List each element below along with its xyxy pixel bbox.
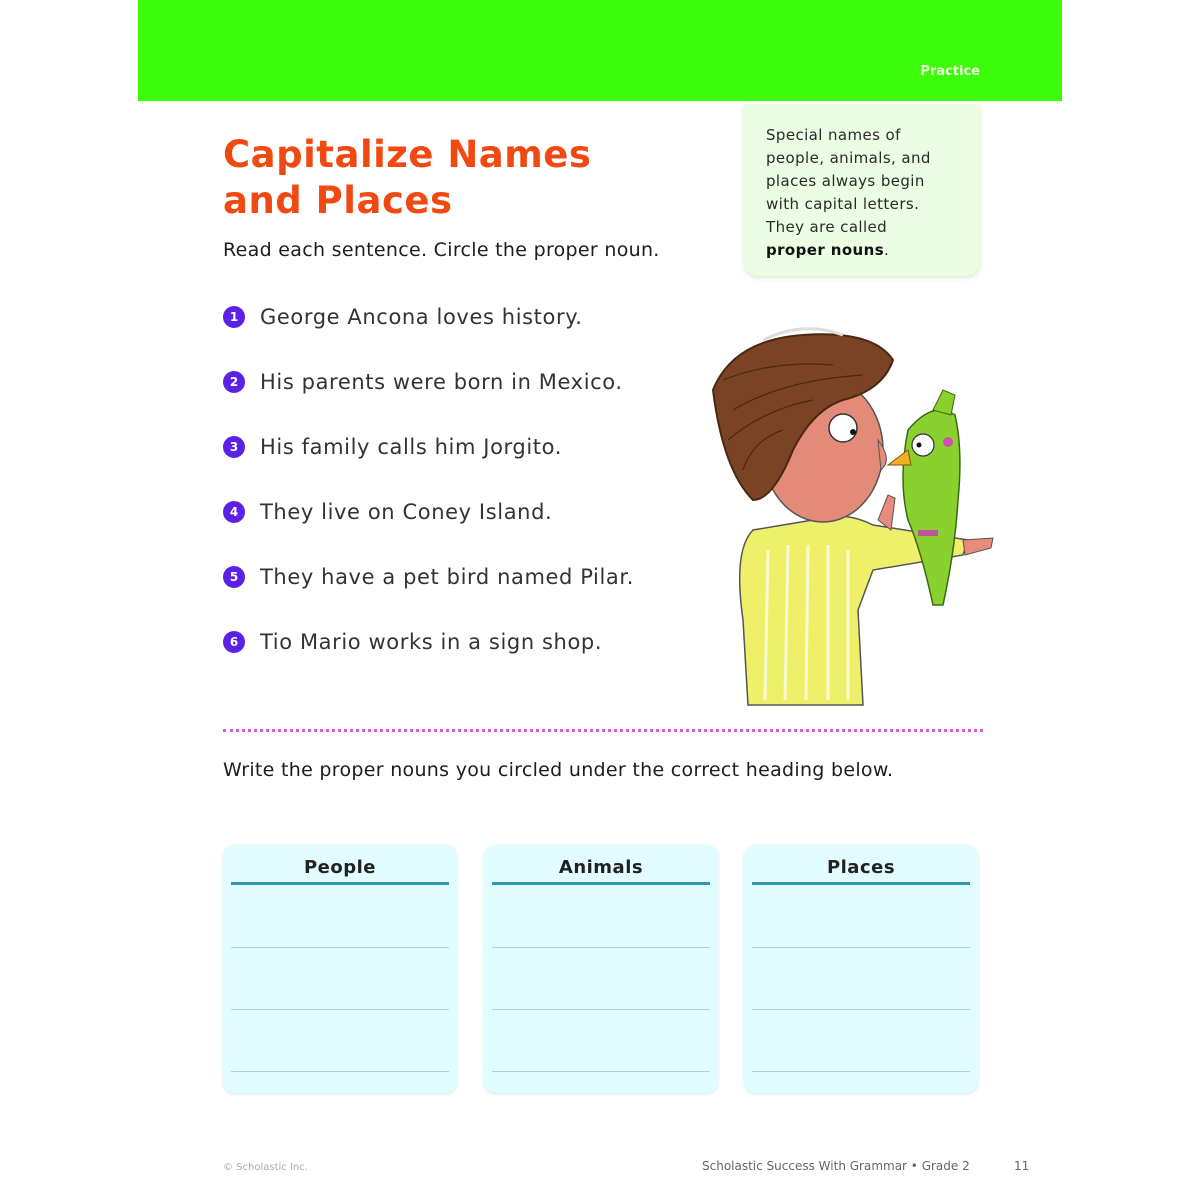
- book-title: Scholastic Success With Grammar • Grade 2: [702, 1159, 970, 1173]
- worksheet-page: [138, 0, 1062, 1200]
- sentence-text[interactable]: His family calls him Jorgito.: [260, 435, 562, 459]
- boy-with-parrot-illustration: [693, 320, 1013, 710]
- writing-line[interactable]: [231, 1009, 449, 1010]
- instructions-2: Write the proper nouns you circled under the correct heading below.: [223, 759, 894, 781]
- number-badge: 1: [223, 306, 245, 328]
- tip-box: [744, 104, 980, 276]
- tip-line: places always begin: [766, 172, 925, 190]
- title-line-2: and Places: [223, 179, 453, 222]
- tip-line: They are called: [766, 218, 888, 236]
- number-badge: 5: [223, 566, 245, 588]
- writing-line[interactable]: [752, 1071, 970, 1072]
- sentence-text[interactable]: Tio Mario works in a sign shop.: [260, 630, 603, 654]
- sentence-item[interactable]: [223, 627, 602, 657]
- sentence-item[interactable]: [223, 562, 634, 592]
- column-animals[interactable]: [484, 845, 718, 1093]
- number-badge: 6: [223, 631, 245, 653]
- tip-suffix: .: [884, 241, 890, 259]
- tip-line: with capital letters.: [766, 195, 920, 213]
- column-heading: Animals: [558, 857, 644, 878]
- number-badge: 2: [223, 371, 245, 393]
- heading-underline: [492, 882, 710, 885]
- writing-line[interactable]: [231, 1071, 449, 1072]
- column-heading: Places: [826, 857, 896, 878]
- sentence-item[interactable]: [223, 497, 552, 527]
- writing-line[interactable]: [752, 947, 970, 948]
- instructions: Read each sentence. Circle the proper noun.: [223, 239, 660, 261]
- tip-line: people, animals, and: [766, 149, 931, 167]
- sentence-text[interactable]: They have a pet bird named Pilar.: [260, 565, 634, 589]
- number-badge: 3: [223, 436, 245, 458]
- dotted-divider: [223, 729, 983, 732]
- header-bar: [138, 0, 1062, 101]
- column-heading: People: [303, 857, 377, 878]
- writing-line[interactable]: [752, 1009, 970, 1010]
- column-people[interactable]: [223, 845, 457, 1093]
- sentence-text[interactable]: They live on Coney Island.: [260, 500, 553, 524]
- writing-line[interactable]: [492, 1009, 710, 1010]
- copyright: © Scholastic Inc.: [223, 1162, 308, 1173]
- heading-underline: [752, 882, 970, 885]
- section-label: Practice: [920, 64, 980, 79]
- page-title: [223, 132, 591, 224]
- title-line-1: Capitalize Names: [223, 133, 592, 176]
- tip-line: Special names of: [766, 126, 901, 144]
- tip-bold-term: proper nouns: [766, 241, 885, 259]
- writing-line[interactable]: [231, 947, 449, 948]
- number-badge: 4: [223, 501, 245, 523]
- tip-text: [766, 124, 931, 262]
- sentence-item[interactable]: [223, 432, 562, 462]
- heading-underline: [231, 882, 449, 885]
- writing-line[interactable]: [492, 947, 710, 948]
- sentence-item[interactable]: [223, 302, 583, 332]
- column-places[interactable]: [744, 845, 978, 1093]
- sentence-text[interactable]: George Ancona loves history.: [260, 305, 583, 329]
- sentence-text[interactable]: His parents were born in Mexico.: [260, 370, 623, 394]
- answer-columns: [223, 845, 983, 1095]
- sentence-item[interactable]: [223, 367, 623, 397]
- writing-line[interactable]: [492, 1071, 710, 1072]
- page-number: 11: [1014, 1159, 1030, 1173]
